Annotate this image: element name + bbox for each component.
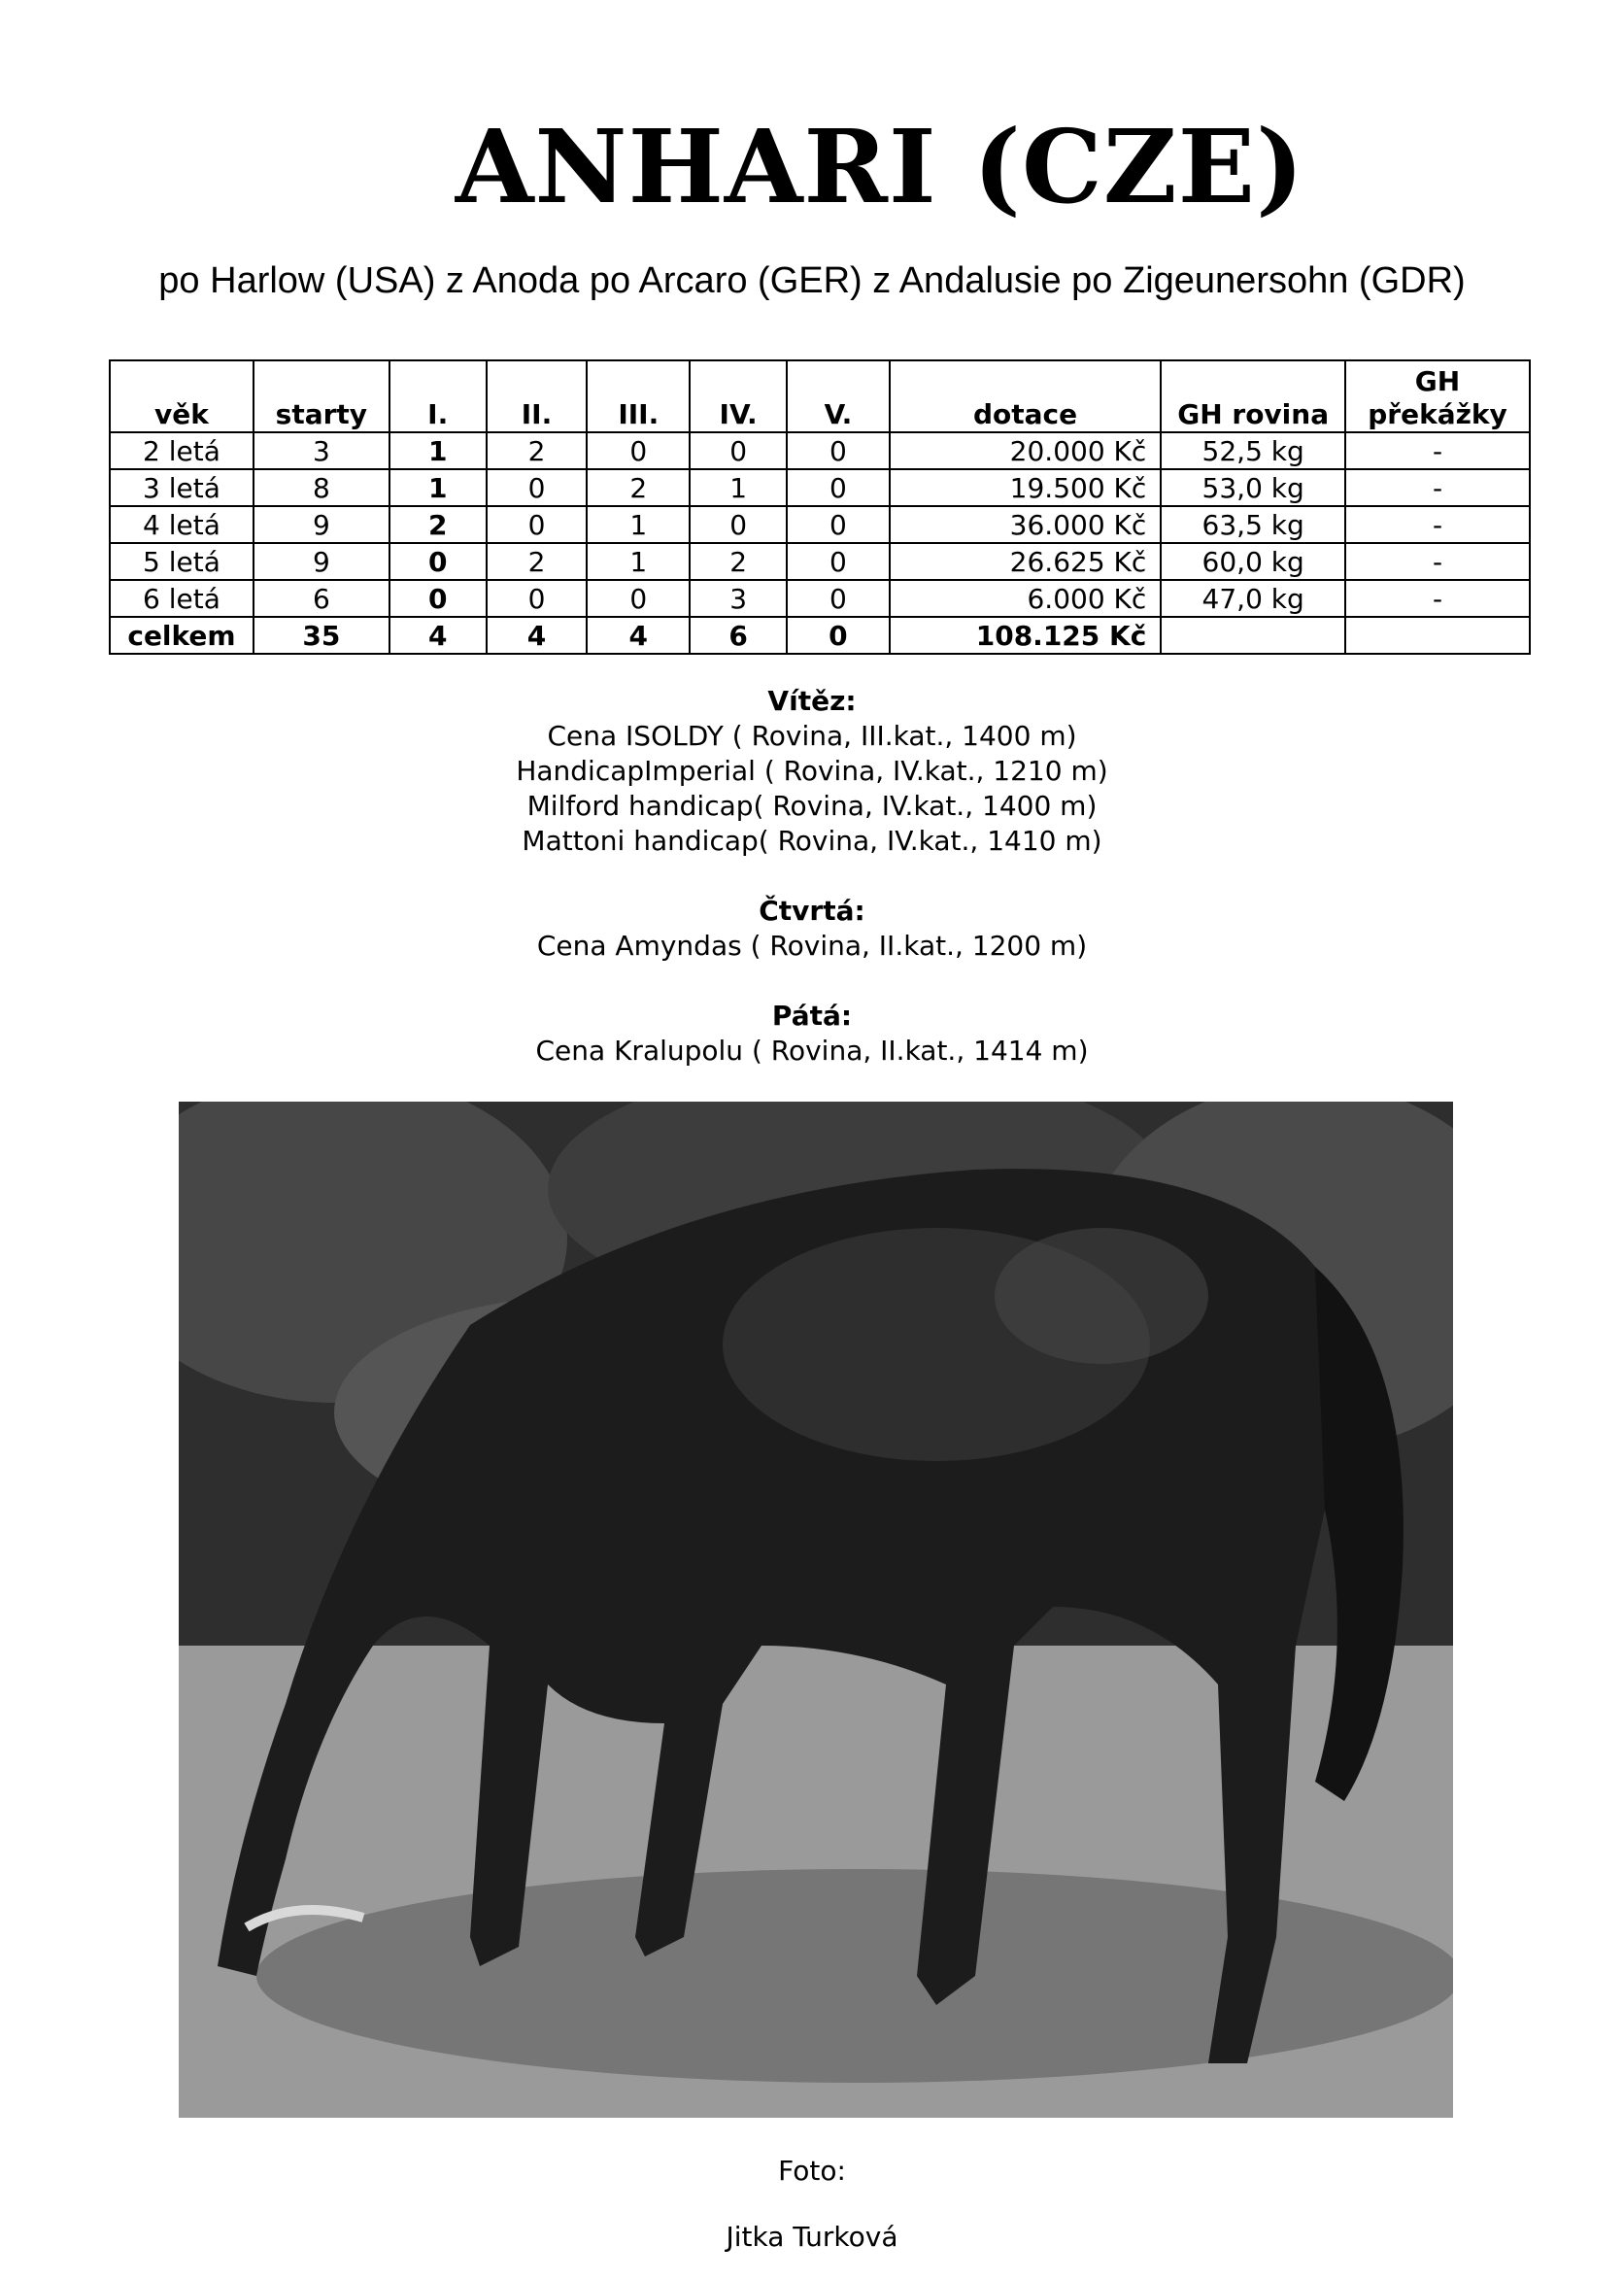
cell-money: 6.000 Kč xyxy=(890,580,1162,617)
race-entry: Cena Kralupolu ( Rovina, II.kat., 1414 m) xyxy=(535,1035,1089,1067)
horse-photo-icon xyxy=(179,1102,1453,2118)
cell-starts: 6 xyxy=(254,580,389,617)
cell-second: 0 xyxy=(487,506,588,543)
cell-money: 108.125 Kč xyxy=(890,617,1162,654)
cell-fourth: 0 xyxy=(690,432,787,469)
cell-age: celkem xyxy=(110,617,254,654)
cell-fifth: 0 xyxy=(787,432,890,469)
table-row xyxy=(110,432,1530,469)
cell-first: 1 xyxy=(389,432,487,469)
cell-starts: 35 xyxy=(254,617,389,654)
cell-second: 2 xyxy=(487,432,588,469)
cell-third: 1 xyxy=(587,543,690,580)
photo-credit-name: Jitka Turková xyxy=(726,2221,898,2253)
column-header: starty xyxy=(254,360,389,432)
cell-first: 0 xyxy=(389,543,487,580)
race-entry: HandicapImperial ( Rovina, IV.kat., 1210 m) xyxy=(516,755,1108,787)
cell-starts: 8 xyxy=(254,469,389,506)
cell-money: 19.500 Kč xyxy=(890,469,1162,506)
cell-gh-flat: 53,0 kg xyxy=(1161,469,1345,506)
table-row xyxy=(110,580,1530,617)
column-header: GH překážky xyxy=(1345,360,1530,432)
cell-starts: 9 xyxy=(254,543,389,580)
cell-second: 4 xyxy=(487,617,588,654)
table-total-row xyxy=(110,617,1530,654)
column-header: IV. xyxy=(690,360,787,432)
cell-money: 36.000 Kč xyxy=(890,506,1162,543)
cell-first: 0 xyxy=(389,580,487,617)
cell-gh-flat: 52,5 kg xyxy=(1161,432,1345,469)
cell-gh-jump: - xyxy=(1345,432,1530,469)
cell-age: 4 letá xyxy=(110,506,254,543)
horse-photo xyxy=(179,1102,1453,2118)
cell-fourth: 1 xyxy=(690,469,787,506)
cell-gh-jump xyxy=(1345,617,1530,654)
fifth-group xyxy=(0,999,1624,1069)
photo-credit-label: Foto: xyxy=(778,2155,846,2187)
column-header: GH rovina xyxy=(1161,360,1345,432)
race-results xyxy=(0,684,1624,1104)
race-entry: Cena Amyndas ( Rovina, II.kat., 1200 m) xyxy=(536,930,1088,962)
cell-gh-jump: - xyxy=(1345,469,1530,506)
table-row xyxy=(110,469,1530,506)
column-header: dotace xyxy=(890,360,1162,432)
cell-third: 4 xyxy=(587,617,690,654)
cell-fifth: 0 xyxy=(787,617,890,654)
cell-gh-jump: - xyxy=(1345,506,1530,543)
column-header: II. xyxy=(487,360,588,432)
cell-gh-flat: 63,5 kg xyxy=(1161,506,1345,543)
cell-starts: 9 xyxy=(254,506,389,543)
cell-fifth: 0 xyxy=(787,543,890,580)
cell-gh-flat xyxy=(1161,617,1345,654)
cell-fourth: 6 xyxy=(690,617,787,654)
cell-first: 1 xyxy=(389,469,487,506)
cell-fourth: 0 xyxy=(690,506,787,543)
table-row xyxy=(110,543,1530,580)
cell-fifth: 0 xyxy=(787,469,890,506)
race-entry: Mattoni handicap( Rovina, IV.kat., 1410 m) xyxy=(522,825,1102,857)
column-header: věk xyxy=(110,360,254,432)
cell-third: 2 xyxy=(587,469,690,506)
cell-gh-jump: - xyxy=(1345,543,1530,580)
cell-gh-flat: 60,0 kg xyxy=(1161,543,1345,580)
race-stats-table xyxy=(109,359,1531,655)
pedigree-line: po Harlow (USA) z Anoda po Arcaro (GER) z Andalusie po Zigeunersohn (GDR) xyxy=(158,260,1466,301)
cell-third: 1 xyxy=(587,506,690,543)
cell-gh-jump: - xyxy=(1345,580,1530,617)
cell-age: 6 letá xyxy=(110,580,254,617)
column-header: III. xyxy=(587,360,690,432)
cell-fifth: 0 xyxy=(787,580,890,617)
column-header: V. xyxy=(787,360,890,432)
cell-fifth: 0 xyxy=(787,506,890,543)
cell-age: 5 letá xyxy=(110,543,254,580)
winner-heading: Vítěz: xyxy=(767,685,857,717)
fourth-group xyxy=(0,894,1624,964)
fourth-heading: Čtvrtá: xyxy=(759,895,865,927)
table-row xyxy=(110,506,1530,543)
cell-first: 4 xyxy=(389,617,487,654)
cell-gh-flat: 47,0 kg xyxy=(1161,580,1345,617)
cell-third: 0 xyxy=(587,580,690,617)
table-header-row xyxy=(110,360,1530,432)
race-entry: Milford handicap( Rovina, IV.kat., 1400 m) xyxy=(526,790,1098,822)
cell-age: 2 letá xyxy=(110,432,254,469)
cell-third: 0 xyxy=(587,432,690,469)
column-header: I. xyxy=(389,360,487,432)
cell-second: 2 xyxy=(487,543,588,580)
page-title: ANHARI (CZE) xyxy=(455,107,1305,226)
cell-starts: 3 xyxy=(254,432,389,469)
cell-second: 0 xyxy=(487,469,588,506)
winner-group xyxy=(0,684,1624,859)
fifth-heading: Pátá: xyxy=(771,1000,853,1032)
cell-fourth: 2 xyxy=(690,543,787,580)
cell-first: 2 xyxy=(389,506,487,543)
race-entry: Cena ISOLDY ( Rovina, III.kat., 1400 m) xyxy=(547,720,1077,752)
cell-second: 0 xyxy=(487,580,588,617)
cell-money: 20.000 Kč xyxy=(890,432,1162,469)
cell-age: 3 letá xyxy=(110,469,254,506)
cell-money: 26.625 Kč xyxy=(890,543,1162,580)
cell-fourth: 3 xyxy=(690,580,787,617)
